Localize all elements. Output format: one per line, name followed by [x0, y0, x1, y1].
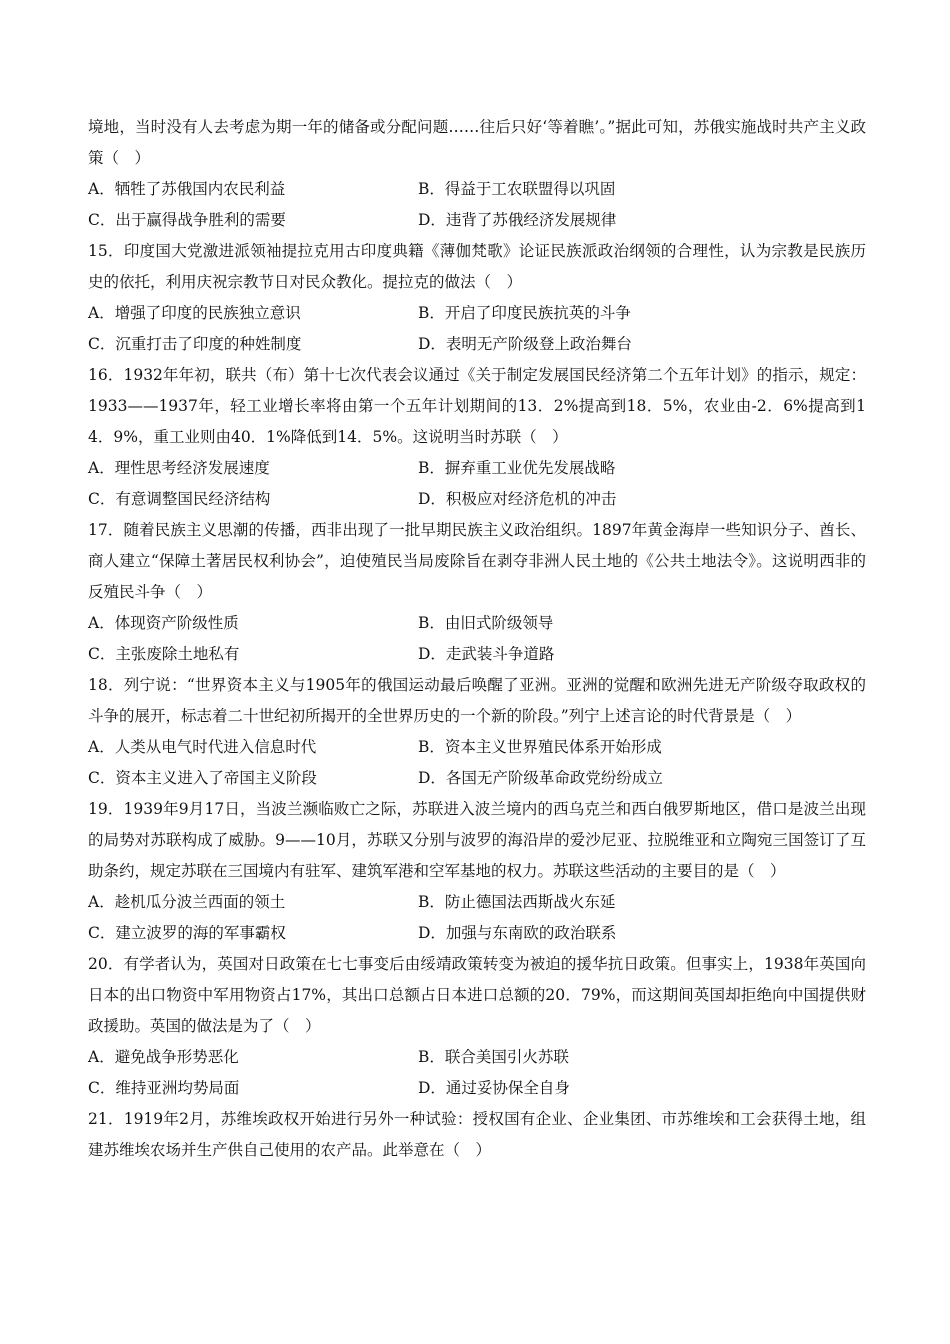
- question-14-options: [88, 174, 866, 236]
- question-20-options: [88, 1042, 866, 1104]
- option-c: C．主张废除土地私有: [88, 645, 240, 663]
- question-17-stem: 17．随着民族主义思潮的传播，西非出现了一批早期民族主义政治组织。1897年黄金海岸一些知识分子、酋长、商人建立“保障土著居民权利协会”，迫使殖民当局废除旨在剥夺非洲人民土地的《公共土地法令》。这说明西非的反殖民斗争（ ）: [88, 521, 866, 601]
- option-a: A．增强了印度的民族独立意识: [88, 304, 301, 322]
- option-b: B．防止德国法西斯战火东延: [418, 893, 616, 911]
- option-b: B．资本主义世界殖民体系开始形成: [418, 738, 662, 756]
- exam-content: [88, 112, 866, 1166]
- option-c: C．资本主义进入了帝国主义阶段: [88, 769, 317, 787]
- option-d: D．违背了苏俄经济发展规律: [418, 211, 617, 229]
- option-c: C．沉重打击了印度的种姓制度: [88, 335, 302, 353]
- option-b: B．开启了印度民族抗英的斗争: [418, 304, 631, 322]
- option-a: A．体现资产阶级性质: [88, 614, 239, 632]
- question-16-options: [88, 453, 866, 515]
- question-15-stem: 15．印度国大党激进派领袖提拉克用古印度典籍《薄伽梵歌》论证民族派政治纲领的合理性，认为宗教是民族历史的依托，利用庆祝宗教节日对民众教化。提拉克的做法（ ）: [88, 242, 866, 291]
- option-d: D．走武装斗争道路: [418, 645, 555, 663]
- option-b: B．摒弃重工业优先发展战略: [418, 459, 616, 477]
- option-c: C．有意调整国民经济结构: [88, 490, 271, 508]
- option-c: C．建立波罗的海的军事霸权: [88, 924, 286, 942]
- question-15-options: [88, 298, 866, 360]
- question-21-stem: 21．1919年2月，苏维埃政权开始进行另外一种试验：授权国有企业、企业集团、市苏维埃和工会获得土地，组建苏维埃农场并生产供自己使用的农产品。此举意在（ ）: [88, 1110, 866, 1159]
- option-c: C．出于赢得战争胜利的需要: [88, 211, 286, 229]
- option-a: A．牺牲了苏俄国内农民利益: [88, 180, 286, 198]
- option-b: B．由旧式阶级领导: [418, 614, 554, 632]
- option-d: D．积极应对经济危机的冲击: [418, 490, 617, 508]
- question-17-options: [88, 608, 866, 670]
- option-a: A．趁机瓜分波兰西面的领土: [88, 893, 286, 911]
- option-d: D．表明无产阶级登上政治舞台: [418, 335, 632, 353]
- question-19-options: [88, 887, 866, 949]
- question-16-stem: 16．1932年年初，联共（布）第十七次代表会议通过《关于制定发展国民经济第二个五年计划》的指示，规定：1933——1937年，轻工业增长率将由第一个五年计划期间的13．2%提高到18．5%，农业由-2．6%提高到14．9%，重工业则由40．1%降低到14．5%。这说明当时苏联（ ）: [88, 366, 866, 446]
- option-d: D．加强与东南欧的政治联系: [418, 924, 617, 942]
- option-b: B．联合美国引火苏联: [418, 1048, 569, 1066]
- question-18-stem: 18．列宁说：“世界资本主义与1905年的俄国运动最后唤醒了亚洲。亚洲的觉醒和欧洲先进无产阶级夺取政权的斗争的展开，标志着二十世纪初所揭开的全世界历史的一个新的阶段。”列宁上述言论的时代背景是（ ）: [88, 676, 866, 725]
- option-a: A．理性思考经济发展速度: [88, 459, 270, 477]
- option-a: A．避免战争形势恶化: [88, 1048, 239, 1066]
- option-d: D．通过妥协保全自身: [418, 1079, 570, 1097]
- question-20-stem: 20．有学者认为，英国对日政策在七七事变后由绥靖政策转变为被迫的援华抗日政策。但事实上，1938年英国向日本的出口物资中军用物资占17%，其出口总额占日本进口总额的20．79%，而这期间英国却拒绝向中国提供财政援助。英国的做法是为了（ ）: [88, 955, 866, 1035]
- option-c: C．维持亚洲均势局面: [88, 1079, 240, 1097]
- question-14-stem-continued: 境地，当时没有人去考虑为期一年的储备或分配问题……往后只好‘等着瞧’。”据此可知，苏俄实施战时共产主义政策（ ）: [88, 118, 866, 167]
- question-19-stem: 19．1939年9月17日，当波兰濒临败亡之际，苏联进入波兰境内的西乌克兰和西白俄罗斯地区，借口是波兰出现的局势对苏联构成了威胁。9——10月，苏联又分别与波罗的海沿岸的爱沙尼亚、拉脱维亚和立陶宛三国签订了互助条约，规定苏联在三国境内有驻军、建筑军港和空军基地的权力。苏联这些活动的主要目的是（ ）: [88, 800, 866, 880]
- option-d: D．各国无产阶级革命政党纷纷成立: [418, 769, 663, 787]
- option-a: A．人类从电气时代进入信息时代: [88, 738, 317, 756]
- option-b: B．得益于工农联盟得以巩固: [418, 180, 616, 198]
- question-18-options: [88, 732, 866, 794]
